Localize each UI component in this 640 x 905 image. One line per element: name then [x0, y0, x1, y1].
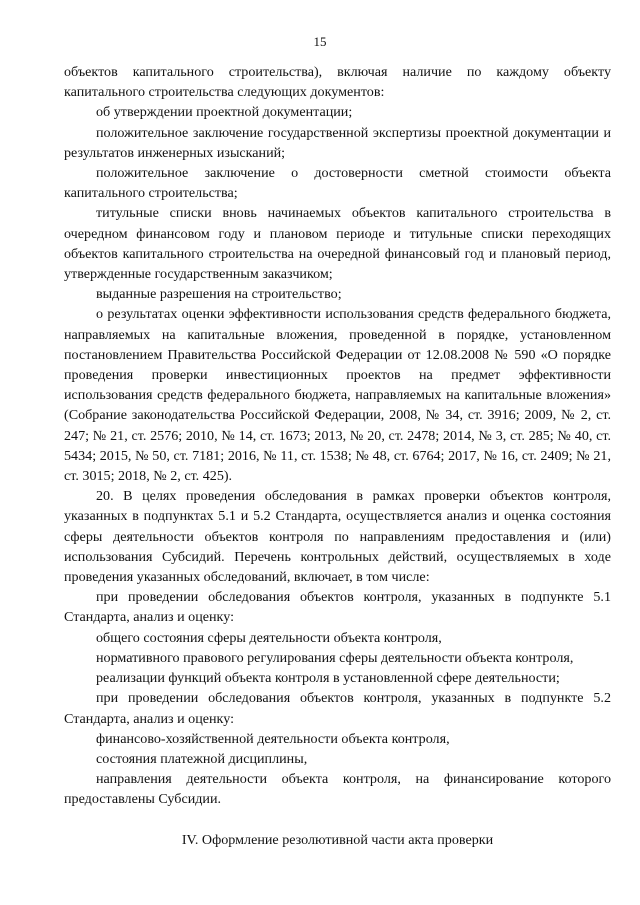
document-body [64, 62, 611, 850]
list-item-general-state: общего состояния сферы деятельности объекта контроля, [96, 629, 442, 646]
list-item-state-expertise: положительное заключение государственной экспертизы проектной документации и результатов инженерных изысканий; [64, 124, 611, 161]
paragraph-subclause-5-1: при проведении обследования объектов контроля, указанных в подпункте 5.1 Стандарта, анализ и оценку: [64, 589, 611, 626]
paragraph-documents-intro: объектов капитального строительства), включая наличие по каждому объекту капитального строительства следующих документов: [64, 64, 611, 101]
list-item-regulation: нормативного правового регулирования сферы деятельности объекта контроля, [96, 649, 574, 666]
list-item-construction-permits: выданные разрешения на строительство; [96, 286, 342, 303]
section-heading: IV. Оформление резолютивной части акта проверки [181, 831, 494, 848]
list-item-title-lists: титульные списки вновь начинаемых объектов капитального строительства в очередном финансовом году и плановом периоде и титульные списки переходящих объектов капитального строительства на очередной финансовый год и плановый период, утвержденные государственным заказчиком; [64, 205, 611, 283]
list-item-cost-reliability: положительное заключение о достоверности сметной стоимости объекта капитального строительства; [64, 165, 611, 202]
paragraph-clause-20: 20. В целях проведения обследования в рамках проверки объектов контроля, указанных в подпунктах 5.1 и 5.2 Стандарта, осуществляется анализ и оценка состояния сферы деятельности объектов контроля по направлениям предоставления и (или) использования Субсидий. Перечень контрольных действий, осуществляемых в ходе проведения указанных обследований, включает, в том числе: [64, 488, 611, 586]
list-item-functions: реализации функций объекта контроля в установленной сфере деятельности; [96, 670, 560, 687]
list-item-activity-directions: направления деятельности объекта контроля, на финансирование которого предоставлены Субсидии. [64, 771, 611, 808]
page-number: 15 [313, 34, 327, 49]
paragraph-subclause-5-2: при проведении обследования объектов контроля, указанных в подпункте 5.2 Стандарта, анализ и оценку: [64, 690, 611, 727]
list-item-financial-activity: финансово-хозяйственной деятельности объекта контроля, [96, 730, 450, 747]
list-item-project-approval: об утверждении проектной документации; [96, 104, 353, 121]
list-item-efficiency-assessment: о результатах оценки эффективности использования средств федерального бюджета, направляемых на капитальные вложения, проведенной в порядке, установленном постановлением Правительства Российской Федерации от 12.08.2008 № 590 «О порядке проведения проверки инвестиционных проектов на предмет эффективности использования средств федерального бюджета, направляемых на капитальные вложения» (Собрание законодательства Российской Федерации, 2008, № 34, ст. 3916; 2009, № 2, ст. 247; № 21, ст. 2576; 2010, № 14, ст. 1673; 2013, № 20, ст. 2478; 2014, № 3, ст. 285; № 40, ст. 5434; 2015, № 50, ст. 7181; 2016, № 11, ст. 1538; № 48, ст. 6764; 2017, № 16, ст. 2409; № 21, ст. 3015; 2018, № 2, ст. 425). [64, 306, 611, 485]
list-item-payment-discipline: состояния платежной дисциплины, [96, 750, 308, 767]
